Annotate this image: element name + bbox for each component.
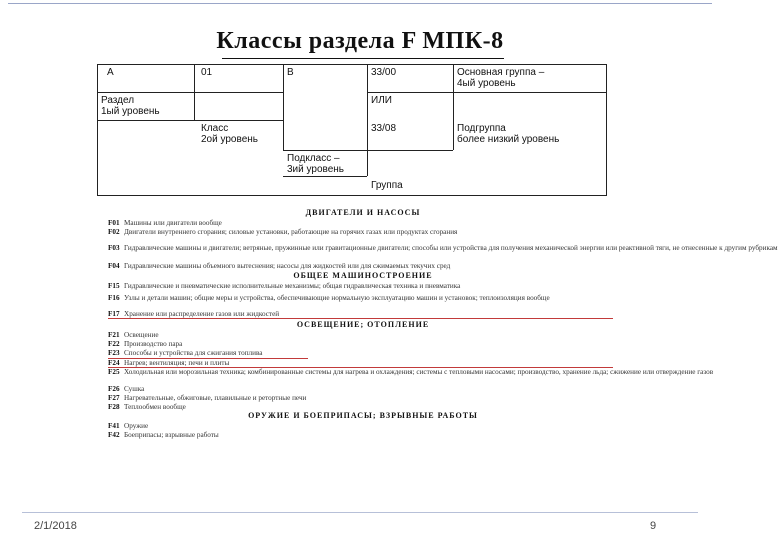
class-entry xyxy=(108,282,618,290)
slide-date: 2/1/2018 xyxy=(34,520,77,532)
class-description: Двигатели внутреннего сгорания; силовые установки, работающие на горячих газах или продуктах сгорания xyxy=(124,228,458,236)
class-description: Хранение или распределение газов или жидкостей xyxy=(124,310,280,318)
section-label: Раздел xyxy=(101,95,135,106)
class-description: Нагрев; вентиляция; печи и плиты xyxy=(124,359,230,367)
class-description: Узлы и детали машин; общие меры и устройства, обеспечивающие нормальную эксплуатацию машин и установок; теплоизоляция вообще xyxy=(124,294,550,302)
class-description: Сушка xyxy=(124,385,145,393)
class-code: F03 xyxy=(108,244,120,252)
class-code: F16 xyxy=(108,294,120,302)
class-entry xyxy=(108,310,618,318)
cell-a: А xyxy=(107,67,114,78)
main-group-label: Основная группа – xyxy=(457,67,545,78)
scheme-divider xyxy=(453,64,454,150)
class-code: F17 xyxy=(108,310,120,318)
class-code: F27 xyxy=(108,394,120,402)
class-code: F23 xyxy=(108,349,120,357)
class-code: F22 xyxy=(108,340,120,348)
footer-rule xyxy=(22,512,698,513)
scheme-divider xyxy=(367,150,368,176)
class-description: Боеприпасы; взрывные работы xyxy=(124,431,219,439)
group-label: Группа xyxy=(371,180,403,191)
class-description: Нагревательные, обжиговые, плавильные и ретортные печи xyxy=(124,394,307,402)
class-entry xyxy=(108,294,618,302)
scheme-divider xyxy=(367,64,368,150)
class-code: F02 xyxy=(108,228,120,236)
class-entry xyxy=(108,219,618,227)
scheme-divider xyxy=(367,92,607,93)
class-code: F21 xyxy=(108,331,120,339)
section-divider xyxy=(108,318,613,319)
cell-b: В xyxy=(287,67,294,78)
class-description: Освещение xyxy=(124,331,159,339)
class-description: Производство пара xyxy=(124,340,183,348)
class-description: Машины или двигатели вообще xyxy=(124,219,222,227)
scheme-divider xyxy=(97,92,283,93)
class-entry xyxy=(108,368,714,376)
subclass-level: 3ий уровень xyxy=(287,164,345,175)
class-code: F25 xyxy=(108,368,120,376)
class-code: F26 xyxy=(108,385,120,393)
slide-title: Классы раздела F МПК-8 xyxy=(216,28,504,54)
class-code: F42 xyxy=(108,431,120,439)
subclass-label: Подкласс – xyxy=(287,153,340,164)
cell-33-00: 33/00 xyxy=(371,67,397,78)
or-label: ИЛИ xyxy=(371,95,392,106)
cell-01: 01 xyxy=(201,67,213,78)
class-entry xyxy=(108,431,618,439)
class-entry xyxy=(108,422,618,430)
class-description: Теплообмен вообще xyxy=(124,403,186,411)
class-description: Холодильная или морозильная техника; комбинированные системы для нагрева и охлаждения; системы с тепловыми насосами; производство, хранение льда; сжижение или отверждение газов xyxy=(124,368,714,376)
scheme-divider xyxy=(194,120,283,121)
class-level: 2ой уровень xyxy=(201,134,258,145)
top-border-line xyxy=(8,3,712,4)
scheme-divider xyxy=(283,150,453,151)
class-code: F28 xyxy=(108,403,120,411)
class-code: F24 xyxy=(108,359,120,367)
class-description: Способы и устройства для сжигания топлива xyxy=(124,349,263,357)
scheme-divider xyxy=(283,176,367,177)
class-description: Гидравлические машины и двигатели; ветряные, пружинные или гравитационные двигатели; способы или устройства для получения механической энергии или реактивной тяги, не отнесенные к другим рубрикам xyxy=(124,244,778,252)
title-underline xyxy=(222,58,504,59)
class-label: Класс xyxy=(201,123,229,134)
subgroup-level: более низкий уровень xyxy=(457,134,560,145)
main-group-level: 4ый уровень xyxy=(457,78,516,89)
subgroup-label: Подгруппа xyxy=(457,123,506,134)
scheme-divider xyxy=(283,64,284,150)
class-description: Оружие xyxy=(124,422,149,430)
class-code: F01 xyxy=(108,219,120,227)
class-entry xyxy=(108,349,618,357)
code-33-08: 33/08 xyxy=(371,123,397,134)
section-heading: ОРУЖИЕ И БОЕПРИПАСЫ; ВЗРЫВНЫЕ РАБОТЫ xyxy=(248,411,478,420)
class-entry xyxy=(108,228,618,236)
class-entry xyxy=(108,385,618,393)
class-description: Гидравлические и пневматические исполнительные механизмы; общая гидравлическая техника и пневматика xyxy=(124,282,461,290)
class-entry xyxy=(108,244,778,252)
class-entry xyxy=(108,359,618,367)
section-level: 1ый уровень xyxy=(101,106,160,117)
section-heading: ОБЩЕЕ МАШИНОСТРОЕНИЕ xyxy=(293,271,433,280)
section-heading: ОСВЕЩЕНИЕ; ОТОПЛЕНИЕ xyxy=(296,320,430,329)
class-description: Гидравлические машины объемного вытеснения; насосы для жидкостей или для сжимаемых текучих сред xyxy=(124,262,451,270)
class-code: F15 xyxy=(108,282,120,290)
classification-scheme xyxy=(97,64,607,196)
class-entry xyxy=(108,394,618,402)
class-entry xyxy=(108,331,618,339)
class-entry xyxy=(108,403,618,411)
page-number: 9 xyxy=(650,520,657,532)
class-entry xyxy=(108,340,618,348)
section-heading: ДВИГАТЕЛИ И НАСОСЫ xyxy=(305,208,421,217)
class-entry xyxy=(108,262,618,270)
scheme-divider xyxy=(97,120,194,121)
class-code: F41 xyxy=(108,422,120,430)
class-code: F04 xyxy=(108,262,120,270)
